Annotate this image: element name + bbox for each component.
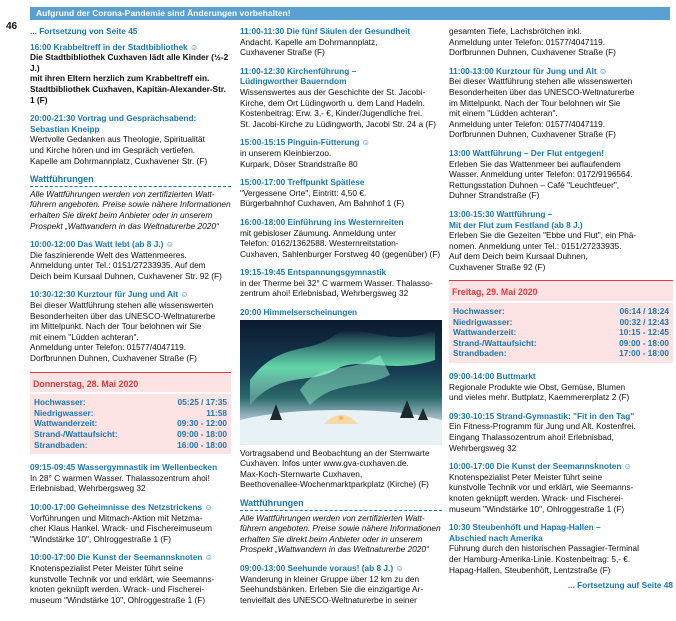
tide-row: Strandbaden: 17:00 - 18:00 [453,348,669,359]
tide-row: Wattwanderzeit: 09:30 - 12:00 [34,418,227,429]
continued-on[interactable]: ... Fortsetzung auf Seite 48 [567,580,673,591]
event-kirchenfuehrung: 11:00-12:30 Kirchenführung – Lüdingworther Bauerndom Wissenswertes aus der Geschichte der St. Jacobi- Kirche, dem Ort Lüdingworth u. dem Land Hadeln. Kostenbeitrag: Erw. 3,- €, Kinder/Jugendliche frei. St. Jacobi-Kirche zu Lüdingworth, Jacobi Str. 24 a (F) [240,65,436,129]
day-heading: Freitag, 29. Mai 2020 [449,280,673,301]
column-2 [240,26,442,605]
event-strandgymnastik: 09:30-10:15 Strand-Gymnastik: "Fit in den Tag" Ein Fitness-Programm für Jung und Alt. Kostenfrei. Eingang Thalassozentrum ahoi! Erlebnisbad, Wehrbergsweg 32 [449,410,636,453]
event-flut-entgegen: 13:00 Wattführung – Der Flut entgegen! Erleben Sie das Wattenmeer bei auflaufendem Wasser. Anmeldung unter Telefon: 0172/9196564. Rettungsstation Duhnen – Café "Leuchtfeuer", Duhner Strandstraße (F) [449,147,633,201]
event-steubenhoeft: 10:30 Steubenhöft und Hapag-Hallen – Abschied nach Amerika Führung durch den historischen Passagier-Terminal der Hamburg-Amerika-Linie. Kostenbeitrag: 5,- €. Hapag-Hallen, Steubenhöft, Lentzstraße (F) [449,522,640,575]
aurora-photo [240,320,442,445]
event-kurztour-2: 11:00-13:00 Kurztour für Jung und Alt ☺ Bei dieser Wattführung stehen alle wissenswerten Besonderheiten über das UNESCO-Weltnaturerbe im Mittelpunkt. Nach der Tour belohnen wir Sie mit einem "Lüdden achteran". Anmeldung unter Telefon: 01577/4047119. Dorfbrunnen Duhnen, Cuxhavener Straße (F) [449,65,635,140]
tide-table [30,394,231,454]
event-seemannsknoten: 10:00-17:00 Die Kunst der Seemannsknoten ☺ Knotenspezialist Peter Meister führt seine kunstvolle Technik vor und erklärt, wie Seemanns- knoten geknüpft werden. Wrack- und Fischerei- museum "Windstärke 10", Ohlroggestraße 1 (F) [30,552,215,605]
event-spaetlese: 15:00-17:00 Treffpunkt Spätlese "Vergessene Orte", Eintritt: 4,50 €. Bürgerbahnhof Cuxhaven, Am Bahnhof 1 (F) [240,177,405,209]
tide-row: Niedrigwasser: 00:32 / 12:43 [453,316,669,327]
event-buttmarkt: 09:00-14:00 Buttmarkt Regionale Produkte wie Obst, Gemüse, Blumen und vieles mehr. Buttplatz, Kaemmererplatz 2 (F) [449,371,630,403]
event-vortrag: 20:00-21:30 Vortrag und Gesprächsabend: Sebastian Kneipp Wertvolle Gedanken aus Theologie, Spiritualität und Kirche hören und im Gespräch vertiefen. Kapelle am Dohrmannplatz, Cuxhavener Str. (F) [30,113,231,166]
tide-row: Strandbaden: 16:00 - 18:00 [34,439,227,450]
event-title: 16:00 Krabbeltreff in der Stadtbibliothek ☺ [30,41,199,52]
event-flut-festland: 13:00-15:30 Wattführung – Mit der Flut zum Festland (ab 8 J.) Erleben Sie die Gezeiten "Ebbe und Flut", ein Phä- nomen. Anmeldung unter Tel.: 0151/27233935. Auf dem Deich beim Kursaal Duhnen, Cuxhavener Straße 92 (F) [449,208,637,272]
event-wassergymnastik: 09:15-09:45 Wassergymnastik im Wellenbecken In 28° C warmen Wasser. Thalassozentrum ahoi! Erlebnisbad, Wehrbergsweg 32 [30,462,218,494]
event-kurztour: 10:30-12:30 Kurztour für Jung und Alt ☺ Bei dieser Wattführung stehen alle wissenswerten Besonderheiten über das UNESCO-Weltnaturerbe im Mittelpunkt. Nach der Tour belohnen wir Sie mit einem "Lüdden achteran". Anmeldung unter Telefon: 01577/4047119. Dorfbrunnen Duhnen, Cuxhavener Straße (F) [30,289,216,364]
notice-banner: Aufgrund der Corona-Pandemie sind Änderungen vorbehalten! [30,7,670,20]
column-3 [449,26,673,591]
tide-table [449,303,673,363]
event-entspannung: 19:15-19:45 Entspannungsgymnastik in der Therme bei 32° C warmem Wasser. Thalasso- zentrum ahoi! Erlebnisbad, Wehrbergsweg 32 [240,267,433,299]
section-heading-wattfuehrungen: Wattführungen [30,174,231,187]
tide-row: Wattwanderzeit: 10:15 - 12:45 [453,327,669,338]
event-pinguin: 15:00-15:15 Pinguin-Fütterung ☺ in unserem Kleinbierzoo. Kurpark, Döser Strandstraße 80 [240,137,371,169]
event-westernreiten: 16:00-18:00 Einführung ins Westernreiten mit gebisloser Zäumung. Anmeldung unter Telefon: 0162/1362588. Westernreitstation- Cuxhaven, Sahlenburger Forstweg 40 (gegenüber) (F) [240,216,441,259]
continued-from: ... Fortsetzung von Seite 45 [30,26,138,36]
event-saeulen: 11:00-11:30 Die fünf Säulen der Gesundheit Andacht. Kapelle am Dohrmannplatz, Cuxhavener Straße (F) [240,26,411,58]
tide-row: Hochwasser: 06:14 / 18:24 [453,306,669,317]
event-seehunde-cont: gesamten Tiefe, Lachsbrötchen inkl. Anmeldung unter Telefon: 01577/4047119. Dorfbrunnen Duhnen, Cuxhavener Straße (F) [449,26,616,58]
column-1 [30,26,231,605]
aurora-icon [240,320,442,445]
section-heading-wattfuehrungen: Wattführungen [240,498,442,511]
event-seemannsknoten-2: 10:00-17:00 Die Kunst der Seemannsknoten ☺ Knotenspezialist Peter Meister führt seine kunstvolle Technik vor und erklärt, wie Seemanns- knoten geknüpft werden. Wrack- und Fischerei- museum "Windstärke 10", Ohlroggestraße 1 (F) [449,461,634,514]
section-intro: Alle Wattführungen werden von zertifizierten Watt- führern angeboten. Preise sowie nähere Informationen erhalten Sie direkt beim Anbieter oder in unserem Prospekt „Wattwandern in das Weltnaturerbe 2020“ [240,512,441,555]
tide-row: Hochwasser: 05:25 / 17:35 [34,397,227,408]
event-himmel: 20:00 Himmelserscheinungen Vortragsabend und Beobachtung an der Sternwarte Cuxhaven. Infos unter www.gva-cuxhaven.de. Max-Koch-Sternwarte Cuxhaven, Beethovenallee-Wochenmarktparkplatz (Kirche) (F) [240,307,442,490]
event-krabbeltreff: 16:00 Krabbeltreff in der Stadtbibliothek ☺ Die Stadtbibliothek Cuxhaven lädt alle Kinder (½-2 J.) mit ihren Eltern herzlich zum Krabbeltreff ein. Stadtbibliothek Cuxhaven, Kapitän-Alexander-Str. 1 (F) [30,42,231,106]
event-seehunde: 09:00-13:00 Seehunde voraus! (ab 8 J.) ☺ Wanderung in kleiner Gruppe über 12 km zu den Seehundsbänken. Erleben Sie die einzigartige Ar- tenvielfalt des UNESCO-Weltnaturerbe in seiner [240,563,424,605]
event-title: 20:00-21:30 Vortrag und Gesprächsabend: [30,113,197,124]
event-watt-lebt: 10:00-12:00 Das Watt lebt (ab 8 J.) ☺ Die faszinierende Welt des Wattenmeeres. Anmeldung unter Tel.: 0151/27233935. Auf dem Deich beim Kursaal Duhnen, Cuxhavener Str. 92 (F) [30,239,222,281]
tide-row: Niedrigwasser: 11:58 [34,407,227,418]
section-intro: Alle Wattführungen werden von zertifizierten Watt- führern angeboten. Preise sowie nähere Informationen erhalten Sie direkt beim Anbieter oder in unserem Prospekt „Wattwandern in das Weltnaturerbe 2020“ [30,188,231,231]
page-number: 46 [6,21,18,32]
event-netzstricken: 10:00-17:00 Geheimnisse des Netzstrickens ☺ Vorführungen und Mitmach-Aktion mit Netzma- cher Klaus Hankel. Wrack- und Fischereimuseum "Windstärke 10", Ohlroggestraße 1 (F) [30,501,213,544]
tide-row: Strand-/Wattaufsicht: 09:00 - 18:00 [453,337,669,348]
day-heading: Donnerstag, 28. Mai 2020 [30,372,231,393]
tide-row: Strand-/Wattaufsicht: 09:00 - 18:00 [34,429,227,439]
